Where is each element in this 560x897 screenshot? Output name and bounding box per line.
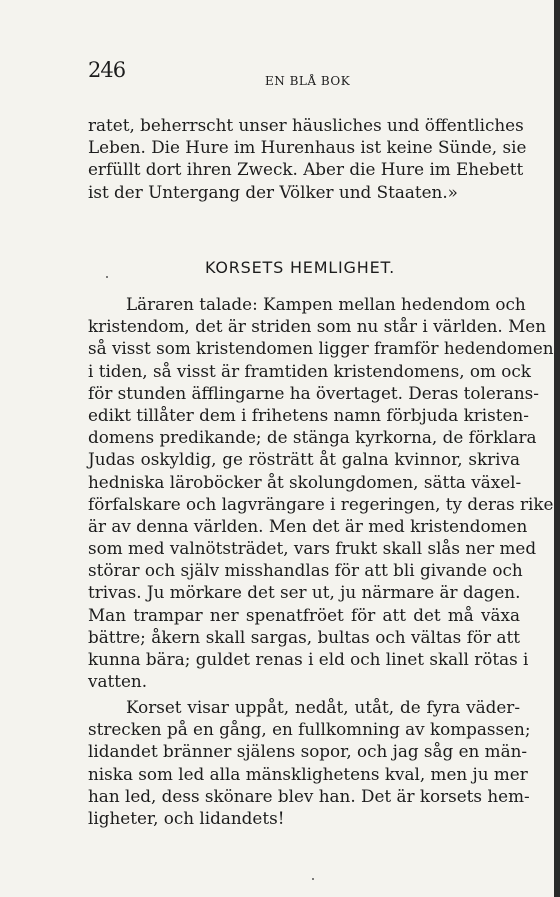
continuation-paragraph <box>88 114 527 203</box>
text-line: ist der Untergang der Völker und Staaten.» <box>88 181 458 202</box>
text-line: erfüllt dort ihren Zweck. Aber die Hure im Ehebett <box>88 159 524 180</box>
body-paragraph-1 <box>88 293 554 692</box>
text-line: Korset visar uppåt, nedåt, utåt, de fyra väder- <box>126 697 520 717</box>
text-line: kunna bära; guldet renas i eld och linet skall rötas i <box>88 649 529 669</box>
text-line: som med valnötsträdet, vars frukt skall slås ner med <box>88 538 537 559</box>
text-line: förfalskare och lagvrängare i regeringen, ty deras rike <box>88 493 554 514</box>
text-line: trivas. Ju mörkare det ser ut, ju närmare är dagen. <box>88 582 521 603</box>
text-line: Läraren talade: Kampen mellan hedendom och <box>126 294 526 314</box>
text-line: lidandet bränner själens sopor, och jag såg en män- <box>88 741 528 762</box>
text-line: är av denna världen. Men det är med kristendomen <box>88 515 528 536</box>
print-speck <box>312 878 314 880</box>
text-line: bättre; åkern skall sargas, bultas och vältas för att <box>88 626 520 647</box>
text-line: för stunden äfflingarne ha övertaget. Deras tolerans- <box>88 382 539 403</box>
text-line: hedniska läroböcker åt skolungdomen, sätta växel- <box>88 471 522 492</box>
page-number: 246 <box>88 58 126 82</box>
text-line: ligheter, och lidandets! <box>88 807 285 828</box>
text-line: Judas oskyldig, ge rösträtt åt galna kvinnor, skriva <box>88 449 520 470</box>
text-line: i tiden, så visst är framtiden kristendomens, om ock <box>88 360 531 381</box>
text-line: Leben. Die Hure im Hurenhaus ist keine Sünde, sie <box>88 137 527 158</box>
text-line: edikt tillåter dem i frihetens namn förbjuda kristen- <box>88 404 529 425</box>
text-line: Man trampar ner spenatfröet för att det må växa <box>88 604 520 625</box>
text-line: niska som led alla mänsklighetens kval, men ju mer <box>88 763 528 784</box>
text-line: ratet, beherrscht unser häusliches und öffentliches <box>88 115 524 135</box>
scan-border <box>554 0 560 897</box>
text-line: kristendom, det är striden som nu står i världen. Men <box>88 316 547 337</box>
text-line: vatten. <box>88 671 148 692</box>
print-speck <box>106 276 108 278</box>
text-line: han led, dess skönare blev han. Det är korsets hem- <box>88 785 530 806</box>
text-line: strecken på en gång, en fullkomning av kompassen; <box>88 719 531 740</box>
section-heading: KORSETS HEMLIGHET. <box>204 258 396 277</box>
body-paragraph-2 <box>88 696 531 829</box>
text-line: domens predikande; de stänga kyrkorna, de förklara <box>88 427 537 448</box>
running-head: EN BLÅ BOK <box>265 74 351 88</box>
text-line: så visst som kristendomen ligger framför hedendomen <box>88 338 554 359</box>
text-line: störar och själv misshandlas för att bli givande och <box>88 560 523 581</box>
